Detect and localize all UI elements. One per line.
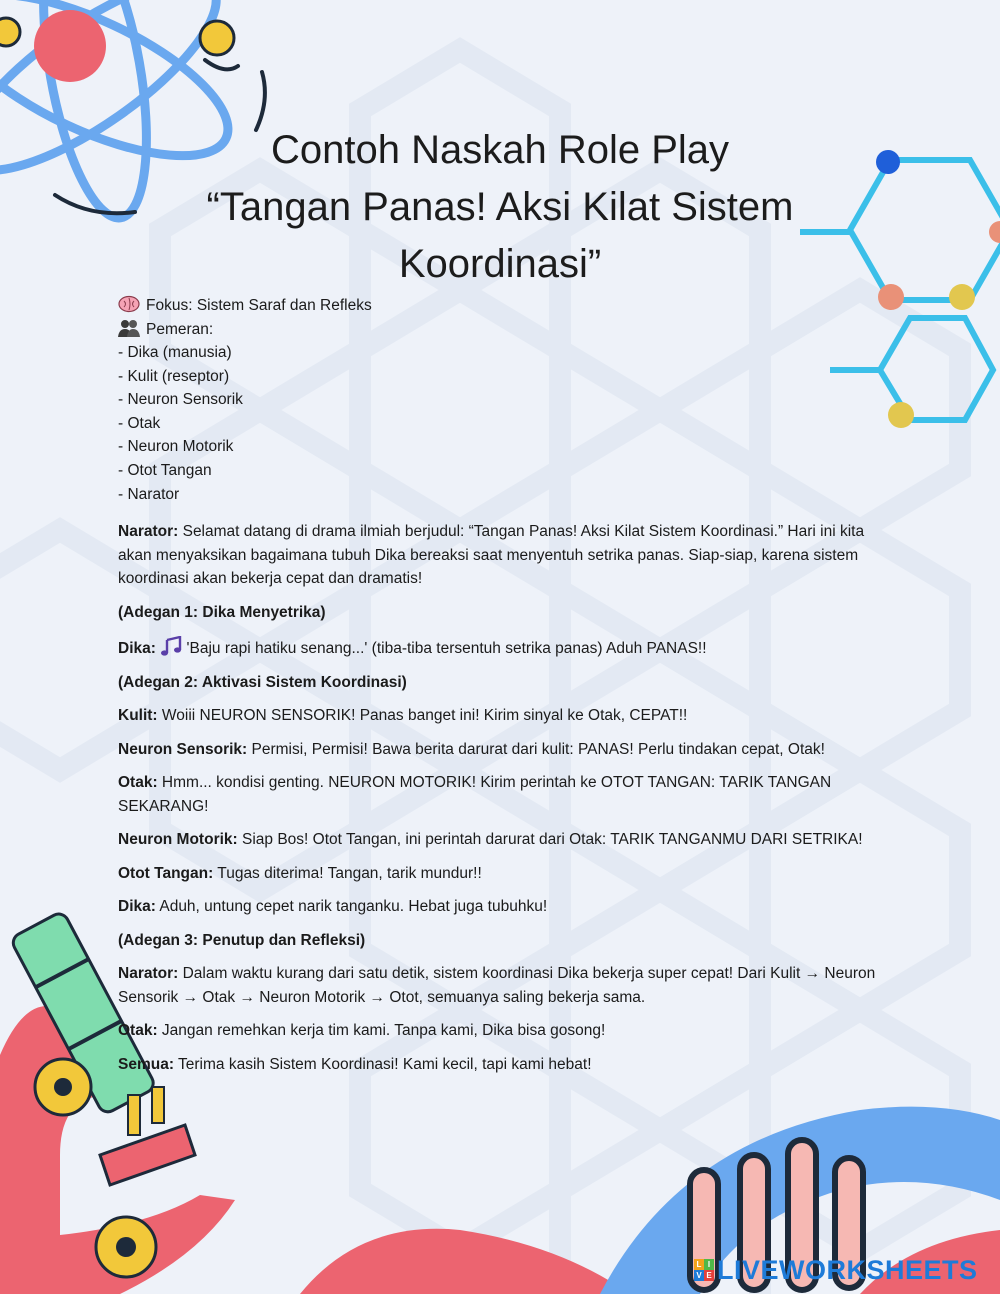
- dialogue-text: Terima kasih Sistem Koordinasi! Kami kecil, tapi kami hebat!: [174, 1055, 592, 1073]
- dialogue-text: Tugas diterima! Tangan, tarik mundur!!: [213, 864, 482, 882]
- script-content: [118, 294, 888, 1076]
- logo-letter: E: [704, 1270, 714, 1281]
- dialogue-line: [118, 738, 888, 762]
- cast-heading: Pemeran:: [146, 320, 214, 338]
- liveworksheets-logo[interactable]: [694, 1256, 994, 1284]
- dialogue-text: Permisi, Permisi! Bawa berita darurat dari kulit: PANAS! Perlu tindakan cepat, Otak!: [247, 740, 825, 758]
- speaker-name: Kulit:: [118, 707, 158, 725]
- scene-heading: (Adegan 1: Dika Menyetrika): [118, 603, 326, 621]
- dialogue-line: [118, 520, 888, 591]
- dialogue-text: Hmm... kondisi genting. NEURON MOTORIK! Kirim perintah ke OTOT TANGAN: TARIK TANGAN SEKARANG!: [118, 774, 832, 815]
- dialogue-text: Dalam waktu kurang dari satu detik, sistem koordinasi Dika bekerja super cepat! Dari Kulit → Neuron Sensorik → Otak → Neuron Motorik → Otot, semuanya saling bekerja sama.: [118, 965, 876, 1006]
- cast-list: [118, 341, 888, 506]
- speaker-name: Neuron Sensorik:: [118, 740, 248, 758]
- speaker-name: Otak:: [118, 774, 158, 792]
- dialogue-line: [118, 1053, 888, 1077]
- dialogue-text: Aduh, untung cepet narik tanganku. Hebat juga tubuhku!: [155, 898, 548, 916]
- cast-item: - Neuron Motorik: [118, 438, 234, 456]
- logo-letter: I: [704, 1259, 714, 1270]
- cast-item: - Otot Tangan: [118, 461, 212, 479]
- dialogue-text: 'Baju rapi hatiku senang...' (tiba-tiba tersentuh setrika panas) Aduh PANAS!!: [182, 640, 707, 658]
- speaker-name: Otak:: [118, 1022, 158, 1040]
- focus-line: [118, 294, 888, 318]
- speaker-name: Narator:: [118, 965, 179, 983]
- logo-letter: L: [694, 1259, 704, 1270]
- dialogue-line: [118, 771, 888, 818]
- dialogue-line: [118, 828, 888, 852]
- brain-icon: [118, 295, 140, 313]
- dialogue-line: [118, 636, 888, 661]
- scene-heading: (Adegan 2: Aktivasi Sistem Koordinasi): [118, 673, 407, 691]
- title-line-3: Koordinasi”: [398, 242, 602, 286]
- speaker-name: Narator:: [118, 523, 179, 541]
- cast-item: - Narator: [118, 485, 180, 503]
- logo-badge: [694, 1259, 714, 1281]
- speaker-name: Dika:: [118, 898, 156, 916]
- cast-item: - Dika (manusia): [118, 344, 232, 361]
- title-line-2: “Tangan Panas! Aksi Kilat Sistem: [206, 185, 794, 229]
- speaker-name: Dika:: [118, 640, 156, 658]
- cast-heading-line: [118, 318, 888, 342]
- dialogue-text: Jangan remehkan kerja tim kami. Tanpa kami, Dika bisa gosong!: [157, 1022, 606, 1040]
- people-icon: [118, 319, 140, 337]
- title-line-1: Contoh Naskah Role Play: [270, 128, 730, 172]
- dialogue-line: [118, 862, 888, 886]
- dialogue-text: Selamat datang di drama ilmiah berjudul: “Tangan Panas! Aksi Kilat Sistem Koordinasi.” Hari ini kita akan menyaksikan bagaimana tubuh Dika bereaksi saat menyentuh setrika panas. Siap-siap, karena sistem koordinasi akan bekerja cepat dan dramatis!: [118, 523, 865, 588]
- dialogue-text: Siap Bos! Otot Tangan, ini perintah darurat dari Otak: TARIK TANGANMU DARI SETRIKA!: [237, 831, 863, 849]
- dialogue-line: [118, 895, 888, 919]
- dialogue-text: Woiii NEURON SENSORIK! Panas banget ini! Kirim sinyal ke Otak, CEPAT!!: [157, 707, 688, 725]
- focus-text: Fokus: Sistem Saraf dan Refleks: [146, 297, 372, 314]
- cast-item: - Otak: [118, 414, 161, 432]
- dialogue-line: [118, 704, 888, 728]
- dialogue-line: [118, 962, 888, 1009]
- music-note-icon: [160, 636, 182, 656]
- page-title: [200, 122, 800, 293]
- logo-text: LIVEWORKSHEETS: [717, 1254, 978, 1285]
- cast-item: - Neuron Sensorik: [118, 391, 243, 409]
- logo-letter: V: [694, 1270, 704, 1281]
- speaker-name: Otot Tangan:: [118, 864, 214, 882]
- speaker-name: Neuron Motorik:: [118, 831, 238, 849]
- dialogue-line: [118, 1019, 888, 1043]
- scene-heading: (Adegan 3: Penutup dan Refleksi): [118, 931, 366, 949]
- cast-item: - Kulit (reseptor): [118, 367, 230, 385]
- speaker-name: Semua:: [118, 1055, 174, 1073]
